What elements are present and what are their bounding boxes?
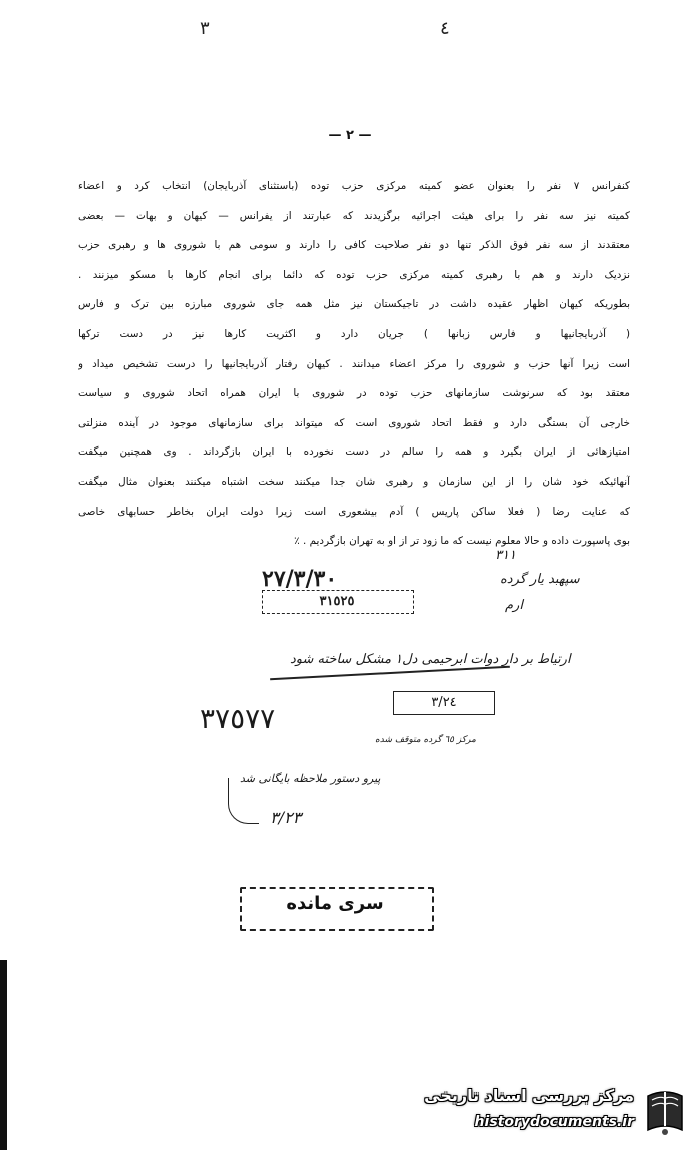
body-line: امتیازهائی از ایران بگیرد و همه را سالم در دست نخورده با ایران بازگرداند . وی همچنین میگفت — [78, 446, 630, 459]
page-number: — ٢ — — [328, 128, 372, 143]
handwritten-note-small: مرکز ٦٥ گرده متوقف شده — [375, 735, 476, 745]
boxed-reference-number: ٣/٢٤ — [393, 691, 495, 715]
registration-stamp-number: ٣١٥٢٥ — [319, 594, 355, 609]
handwritten-instruction: ارتیاط بر دار دوات ابرحیمی دل۱ مشکل ساخته شود — [290, 652, 571, 667]
handwritten-archive-note: پیرو دستور ملاحظه بایگانی شد — [240, 772, 381, 785]
body-line: خارجی آن بستگی دارد و فقط اتحاد شوروی است که میتواند برای سازمانهای موجود در آینده منزلتی — [78, 416, 630, 429]
body-line: نزدیک دارند و هم با رهبری کمیته مرکزی حزب توده که دائما برای انجام کارها با مسکو میزنند . — [78, 268, 630, 281]
body-line: معتقدند از سه نفر فوق الذکر تنها دو نفر صلاحیت کافی را دارند و سومی هم با شوروی ها و رهبری حزب — [78, 239, 630, 252]
header-mark-left: ٣ — [200, 18, 210, 39]
classification-stamp-text: سری مانده — [286, 893, 384, 914]
scan-margin-bar — [0, 960, 7, 1150]
watermark-name: مرکز بررسی اسناد تاریخی — [424, 1086, 634, 1105]
document-body — [78, 172, 630, 557]
classification-stamp — [240, 887, 430, 927]
signature-code: ٣١١ — [495, 548, 516, 563]
body-line: بطوریکه کیهان اظهار عقیده داشت در تاجیکستان نیز مثل همه جای شوروی مبارزه بین ترک و فارس — [78, 298, 630, 311]
file-number: ٣٧٥٧٧ — [200, 702, 276, 735]
body-line: معتقد بود که سرنوشت سازمانهای حزب توده در شوروی با ایران همراه اتحاد شوروی و سیاست — [78, 387, 630, 400]
body-line: که عنایت رضا ( فعلا ساکن پاریس ) آدم بیشعوری است زیرا دولت ایران بخاطر حسابهای خاصی — [78, 505, 630, 518]
signature-initials: ارم — [505, 598, 523, 613]
body-line: کمیته نیز سه نفر را برای هیئت اجرائیه برگزیدند که عبارتند از یفرانس — کیهان و بهات — بعضی — [78, 209, 630, 222]
handwritten-bracket — [228, 778, 259, 824]
body-line: است زیرا آنها حزب و شوروی را مرکز اعضاء میدانند . کیهان رفتار آذربایجانیها را درست تشخیص میداد و — [78, 357, 630, 370]
watermark-url: historydocuments.ir — [474, 1114, 634, 1130]
instruction-underline — [270, 666, 510, 681]
signature-name: سپهبد یار گرده — [500, 572, 580, 587]
handwritten-date-short: ٣/٢٣ — [270, 808, 302, 827]
body-line: بوی پاسپورت داده و حالا معلوم نیست که ما زود تر از او به تهران بازگردیم . ٪ — [294, 535, 630, 548]
body-line: آنهائیکه خود شان را از این سازمان و رهبری شان جدا میکنند سخت اشتباه میکنند بعنوان مثال میگفت — [78, 475, 630, 488]
body-line: ( آذربایجانیها و فارس زبانها ) جریان دارد و اکثریت کارها نیز در دست ترکها — [78, 327, 630, 340]
watermark — [412, 1082, 692, 1142]
body-line: کنفرانس ۷ نفر را بعنوان عضو کمیته مرکزی حزب توده (باستثنای آذربایجان) انتخاب کرد و اعضاء — [78, 180, 630, 192]
book-emblem-icon — [640, 1086, 690, 1138]
header-mark-right: ٤ — [440, 18, 450, 39]
handwritten-date: ٢٧/٣/٣٠ — [262, 566, 338, 592]
